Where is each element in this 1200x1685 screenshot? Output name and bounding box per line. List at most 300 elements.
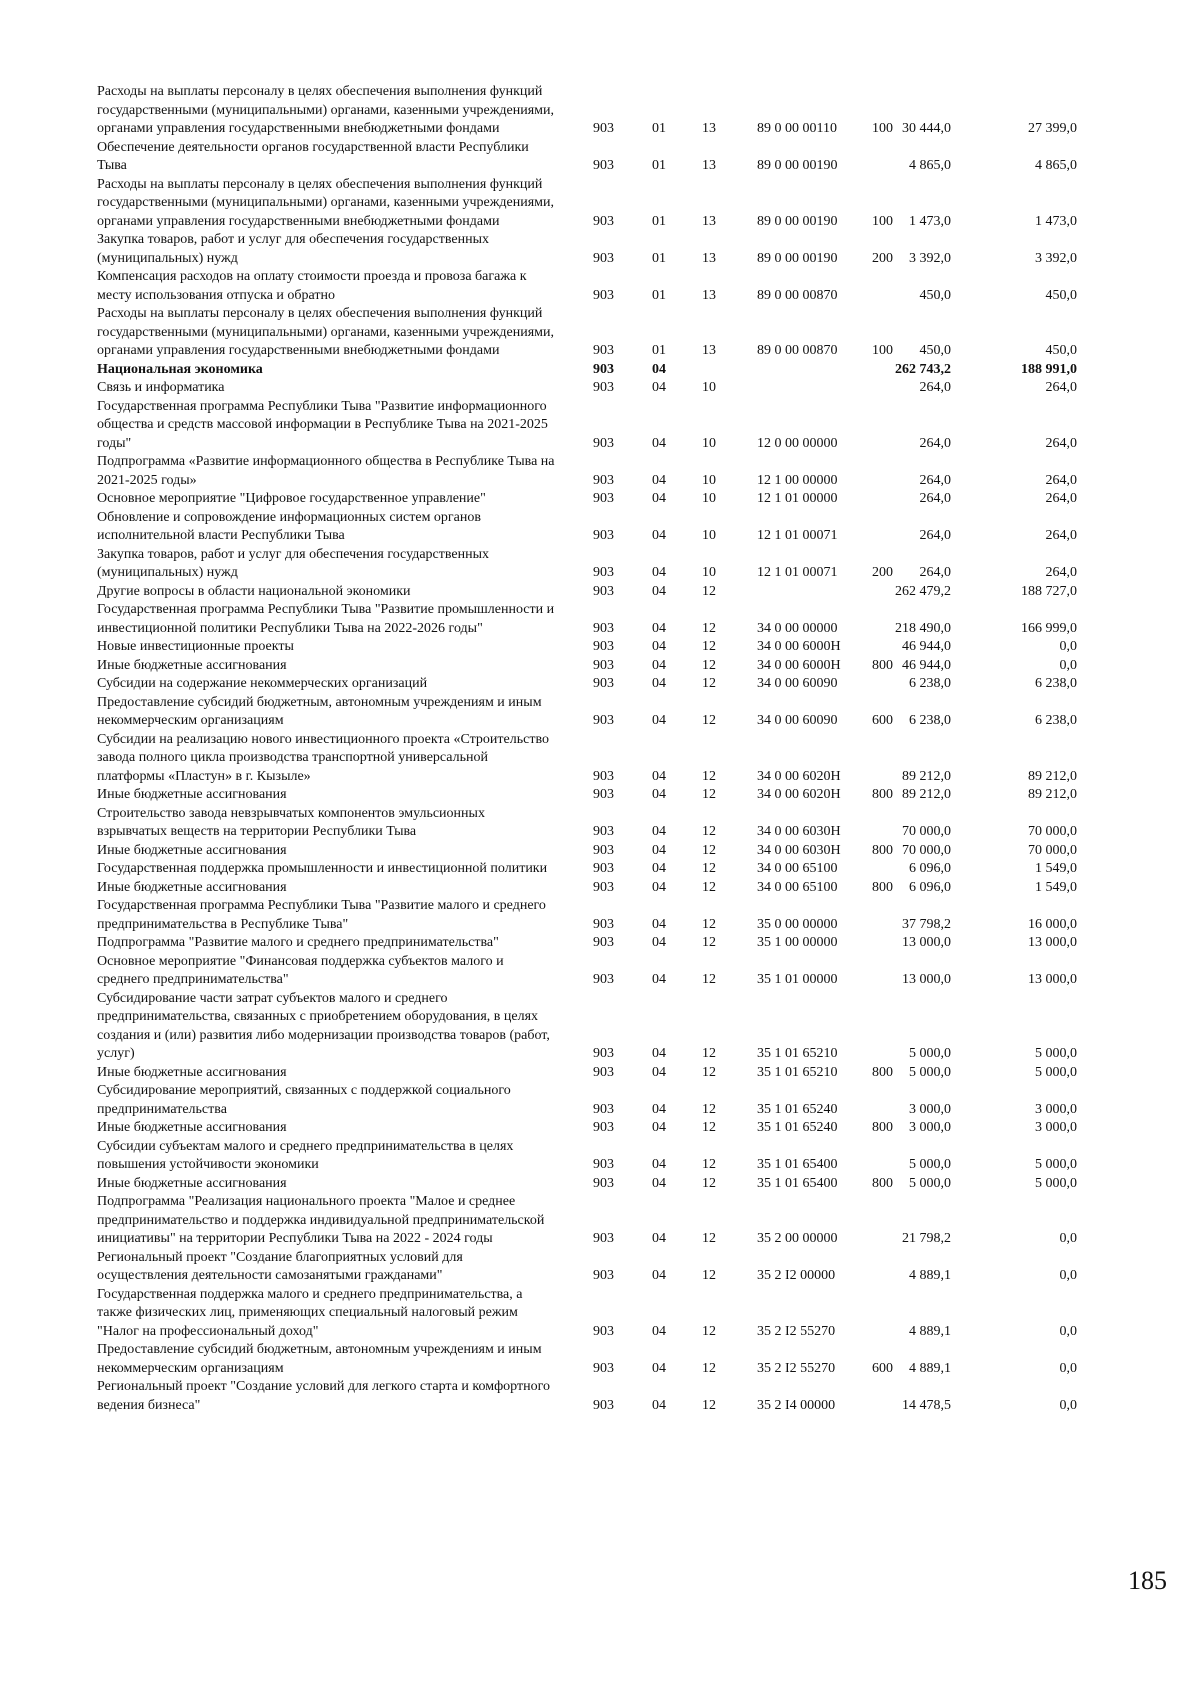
table-row [97,1082,1157,1119]
ministry-code: 903 [593,1231,614,1246]
amount-year-1: 3 000,0 [909,1120,951,1135]
target-article-code: 34 0 00 6030Н [757,824,841,839]
amount-year-1: 5 000,0 [909,1157,951,1172]
table-row [97,176,1157,232]
ministry-code: 903 [593,528,614,543]
amount-year-1: 264,0 [919,491,951,506]
ministry-code: 903 [593,972,614,987]
section-code: 04 [652,787,666,802]
row-description: Национальная экономика [97,361,263,377]
subsection-code: 12 [702,916,716,932]
subsection-code: 12 [702,842,716,858]
target-article-code: 35 1 01 00000 [757,972,838,987]
subsection-code: 12 [702,935,716,950]
ministry-code: 903 [593,1397,614,1413]
ministry-code: 903 [593,1360,614,1376]
target-article-code: 35 1 00 00000 [757,935,838,950]
subsection-code: 13 [702,121,716,136]
amount-year-1: 262 743,2 [895,361,951,377]
section-code: 04 [652,916,666,932]
amount-year-2: 70 000,0 [1028,842,1077,858]
ministry-code: 903 [593,287,614,303]
expense-type-code: 800 [872,842,893,858]
section-code: 04 [652,879,666,895]
table-row [97,1193,1157,1249]
amount-year-1: 218 490,0 [895,620,951,636]
section-code: 04 [652,565,666,580]
amount-year-2: 0,0 [1059,1360,1077,1376]
target-article-code: 89 0 00 00110 [757,121,837,136]
row-description: Субсидирование мероприятий, связанных с поддержкой социального предпринимательства [97,1083,511,1117]
section-code: 04 [652,472,666,488]
amount-year-1: 5 000,0 [909,1064,951,1080]
amount-year-1: 1 473,0 [909,213,951,229]
row-description: Основное мероприятие "Финансовая поддержка субъектов малого и среднего предпринимательства" [97,953,504,987]
amount-year-2: 188 991,0 [1021,361,1077,377]
section-code: 04 [652,1323,666,1339]
amount-year-2: 27 399,0 [1028,121,1077,136]
ministry-code: 903 [593,213,614,229]
table-row [97,509,1157,546]
subsection-code: 12 [702,1360,716,1376]
amount-year-1: 89 212,0 [902,768,951,784]
section-code: 01 [652,213,666,229]
table-row [97,731,1157,787]
ministry-code: 903 [593,916,614,932]
amount-year-2: 166 999,0 [1021,620,1077,636]
amount-year-2: 188 727,0 [1021,583,1077,599]
ministry-code: 903 [593,676,614,691]
section-code: 04 [652,528,666,543]
section-code: 04 [652,842,666,858]
expense-type-code: 100 [872,121,893,136]
section-code: 04 [652,1157,666,1172]
row-description: Расходы на выплаты персоналу в целях обеспечения выполнения функций государственными (муниципальными) органами, казенными учреждениями, органами управления государственными внебюджетными фондами [97,176,554,229]
amount-year-1: 46 944,0 [902,639,951,654]
row-description: Подпрограмма "Развитие малого и среднего предпринимательства" [97,935,499,950]
amount-year-2: 89 212,0 [1028,787,1077,802]
section-code: 04 [652,713,666,728]
subsection-code: 12 [702,824,716,839]
row-description: Закупка товаров, работ и услуг для обеспечения государственных (муниципальных) нужд [97,546,490,580]
subsection-code: 10 [702,491,716,506]
row-description: Предоставление субсидий бюджетным, автономным учреждениям и иным некоммерческим организациям [97,694,542,728]
target-article-code: 34 0 00 6000Н [757,639,841,654]
table-row [97,231,1157,268]
target-article-code: 35 2 00 00000 [757,1231,838,1246]
amount-year-2: 0,0 [1059,1268,1077,1283]
amount-year-1: 264,0 [919,380,951,395]
row-description: Субсидии на реализацию нового инвестиционного проекта «Строительство завода полного цикла производства транспортной универсальной платформы «Пластун» в г. Кызыле» [97,731,549,784]
row-description: Обеспечение деятельности органов государственной власти Республики Тыва [97,139,529,173]
table-row [97,879,1157,898]
amount-year-1: 3 392,0 [909,250,951,266]
row-description: Иные бюджетные ассигнования [97,657,287,673]
row-description: Субсидии субъектам малого и среднего предпринимательства в целях повышения устойчивости экономики [97,1138,514,1172]
amount-year-1: 6 096,0 [909,879,951,895]
target-article-code: 34 0 00 6020Н [757,787,841,802]
target-article-code: 35 1 01 65210 [757,1046,838,1061]
table-row [97,379,1157,398]
page-number: 185 [1128,1566,1167,1595]
target-article-code: 34 0 00 00000 [757,620,838,636]
subsection-code: 13 [702,213,716,229]
ministry-code: 903 [593,1064,614,1080]
ministry-code: 903 [593,842,614,858]
section-code: 04 [652,1101,666,1117]
table-row [97,842,1157,861]
subsection-code: 12 [702,676,716,691]
ministry-code: 903 [593,435,614,451]
amount-year-1: 4 865,0 [909,158,951,173]
expense-type-code: 800 [872,657,893,673]
section-code: 04 [652,657,666,673]
amount-year-2: 16 000,0 [1028,916,1077,932]
ministry-code: 903 [593,1101,614,1117]
amount-year-1: 450,0 [919,287,951,303]
table-row [97,953,1157,990]
subsection-code: 12 [702,657,716,673]
ministry-code: 903 [593,565,614,580]
target-article-code: 12 1 01 00000 [757,491,838,506]
target-article-code: 34 0 00 60090 [757,713,838,728]
amount-year-1: 70 000,0 [902,842,951,858]
section-code: 04 [652,1231,666,1246]
subsection-code: 12 [702,1064,716,1080]
amount-year-2: 89 212,0 [1028,768,1077,784]
row-description: Государственная программа Республики Тыва "Развитие информационного общества и средств массовой информации в Республике Тыва на 2021-2025 годы" [97,398,548,451]
amount-year-1: 89 212,0 [902,787,951,802]
ministry-code: 903 [593,1046,614,1061]
subsection-code: 12 [702,1120,716,1135]
target-article-code: 35 2 I2 55270 [757,1360,836,1376]
row-description: Строительство завода невзрывчатых компонентов эмульсионных взрывчатых веществ на территории Республики Тыва [97,805,485,839]
table-row [97,583,1157,602]
subsection-code: 13 [702,343,716,358]
subsection-code: 12 [702,1101,716,1117]
amount-year-2: 1 549,0 [1035,861,1077,876]
amount-year-1: 3 000,0 [909,1101,951,1117]
row-description: Основное мероприятие "Цифровое государственное управление" [97,491,486,506]
ministry-code: 903 [593,639,614,654]
target-article-code: 35 1 01 65210 [757,1064,838,1080]
section-code: 04 [652,583,666,599]
expense-type-code: 100 [872,213,893,229]
row-description: Региональный проект "Создание благоприятных условий для осуществления деятельности самозанятыми гражданами" [97,1249,463,1283]
row-description: Предоставление субсидий бюджетным, автономным учреждениям и иным некоммерческим организациям [97,1342,542,1376]
row-description: Расходы на выплаты персоналу в целях обеспечения выполнения функций государственными (муниципальными) органами, казенными учреждениями, органами управления государственными внебюджетными фондами [97,84,554,136]
amount-year-2: 264,0 [1045,528,1077,543]
amount-year-2: 13 000,0 [1028,972,1077,987]
subsection-code: 12 [702,1046,716,1061]
table-row [97,490,1157,509]
expense-type-code: 800 [872,879,893,895]
expense-type-code: 600 [872,1360,893,1376]
subsection-code: 12 [702,768,716,784]
target-article-code: 89 0 00 00190 [757,158,838,173]
amount-year-2: 450,0 [1045,343,1077,358]
section-code: 04 [652,1175,666,1191]
ministry-code: 903 [593,250,614,266]
target-article-code: 34 0 00 65100 [757,861,838,876]
subsection-code: 12 [702,1397,716,1413]
row-description: Иные бюджетные ассигнования [97,787,287,802]
subsection-code: 13 [702,287,716,303]
expense-type-code: 100 [872,343,893,358]
subsection-code: 12 [702,972,716,987]
table-row [97,83,1157,139]
row-description: Иные бюджетные ассигнования [97,879,287,895]
row-description: Государственная поддержка малого и среднего предпринимательства, а также физических лиц, применяющих специальный налоговый режим "Налог на профессиональный доход" [97,1286,523,1339]
ministry-code: 903 [593,1120,614,1135]
amount-year-2: 264,0 [1045,435,1077,451]
subsection-code: 12 [702,1323,716,1339]
expense-type-code: 800 [872,1175,893,1191]
section-code: 04 [652,491,666,506]
target-article-code: 89 0 00 00870 [757,287,838,303]
amount-year-1: 30 444,0 [902,121,951,136]
ministry-code: 903 [593,1157,614,1172]
expense-type-code: 600 [872,713,893,728]
row-description: Подпрограмма «Развитие информационного общества в Республике Тыва на 2021-2025 годы» [97,454,555,488]
row-description: Компенсация расходов на оплату стоимости проезда и провоза багажа к месту использования отпуска и обратно [97,269,527,303]
expense-type-code: 200 [872,565,893,580]
table-row [97,398,1157,454]
budget-table [97,83,1157,1415]
ministry-code: 903 [593,768,614,784]
section-code: 04 [652,972,666,987]
row-description: Другие вопросы в области национальной экономики [97,583,411,599]
table-row [97,1378,1157,1415]
row-description: Государственная программа Республики Тыва "Развитие малого и среднего предпринимательства в Республике Тыва" [97,898,546,932]
row-description: Государственная программа Республики Тыва "Развитие промышленности и инвестиционной политики Республики Тыва на 2022-2026 годы" [97,602,555,636]
section-code: 01 [652,343,666,358]
table-row [97,1064,1157,1083]
subsection-code: 12 [702,583,716,599]
subsection-code: 10 [702,565,716,580]
row-description: Иные бюджетные ассигнования [97,1064,287,1080]
subsection-code: 12 [702,639,716,654]
amount-year-2: 1 549,0 [1035,879,1077,895]
table-row [97,1119,1157,1138]
ministry-code: 903 [593,380,614,395]
table-row [97,638,1157,657]
subsection-code: 13 [702,250,716,266]
amount-year-1: 264,0 [919,565,951,580]
amount-year-1: 6 238,0 [909,676,951,691]
table-row [97,1286,1157,1342]
amount-year-2: 6 238,0 [1035,713,1077,728]
ministry-code: 903 [593,787,614,802]
section-code: 04 [652,380,666,395]
amount-year-2: 13 000,0 [1028,935,1077,950]
section-code: 04 [652,620,666,636]
row-description: Связь и информатика [97,380,225,395]
subsection-code: 12 [702,861,716,876]
table-row [97,268,1157,305]
amount-year-2: 0,0 [1059,639,1077,654]
section-code: 04 [652,1046,666,1061]
target-article-code: 35 1 01 65240 [757,1120,838,1135]
amount-year-1: 5 000,0 [909,1175,951,1191]
amount-year-1: 13 000,0 [902,972,951,987]
ministry-code: 903 [593,361,614,377]
table-row [97,1249,1157,1286]
amount-year-1: 14 478,5 [902,1397,951,1413]
amount-year-2: 450,0 [1045,287,1077,303]
section-code: 04 [652,1120,666,1135]
row-description: Государственная поддержка промышленности и инвестиционной политики [97,861,548,876]
expense-type-code: 800 [872,1064,893,1080]
amount-year-1: 4 889,1 [909,1268,951,1283]
row-description: Иные бюджетные ассигнования [97,842,287,858]
subsection-code: 12 [702,787,716,802]
ministry-code: 903 [593,491,614,506]
amount-year-1: 264,0 [919,472,951,488]
subsection-code: 10 [702,528,716,543]
section-code: 04 [652,1397,666,1413]
ministry-code: 903 [593,713,614,728]
ministry-code: 903 [593,824,614,839]
section-code: 04 [652,1268,666,1283]
target-article-code: 35 2 I2 00000 [757,1268,836,1283]
table-row [97,453,1157,490]
ministry-code: 903 [593,1175,614,1191]
ministry-code: 903 [593,583,614,599]
target-article-code: 34 0 00 65100 [757,879,838,895]
amount-year-2: 3 392,0 [1035,250,1077,266]
target-article-code: 35 2 I2 55270 [757,1323,836,1339]
target-article-code: 12 0 00 00000 [757,435,838,451]
target-article-code: 35 1 01 65400 [757,1157,838,1172]
row-description: Иные бюджетные ассигнования [97,1120,287,1135]
table-row [97,139,1157,176]
subsection-code: 10 [702,472,716,488]
amount-year-2: 264,0 [1045,380,1077,395]
ministry-code: 903 [593,1323,614,1339]
amount-year-1: 5 000,0 [909,1046,951,1061]
expense-type-code: 200 [872,250,893,266]
subsection-code: 10 [702,380,716,395]
ministry-code: 903 [593,879,614,895]
amount-year-1: 6 096,0 [909,861,951,876]
table-row [97,1175,1157,1194]
ministry-code: 903 [593,472,614,488]
amount-year-1: 21 798,2 [902,1231,951,1246]
table-row [97,805,1157,842]
target-article-code: 12 1 01 00071 [757,528,838,543]
table-row [97,897,1157,934]
table-row [97,860,1157,879]
table-row [97,601,1157,638]
amount-year-2: 0,0 [1059,1231,1077,1246]
amount-year-1: 70 000,0 [902,824,951,839]
amount-year-2: 6 238,0 [1035,676,1077,691]
section-code: 04 [652,435,666,451]
subsection-code: 12 [702,713,716,728]
section-code: 04 [652,1360,666,1376]
table-row [97,361,1157,380]
subsection-code: 12 [702,1157,716,1172]
section-code: 04 [652,639,666,654]
table-row [97,546,1157,583]
target-article-code: 89 0 00 00190 [757,213,838,229]
row-description: Обновление и сопровождение информационных систем органов исполнительной власти Республики Тыва [97,509,481,543]
amount-year-1: 6 238,0 [909,713,951,728]
ministry-code: 903 [593,158,614,173]
target-article-code: 12 1 01 00071 [757,565,838,580]
table-row [97,1341,1157,1378]
row-description: Субсидирование части затрат субъектов малого и среднего предпринимательства, связанных с приобретением оборудования, в целях создания и (или) развития либо модернизации производства товаров (работ, услуг) [97,990,550,1061]
amount-year-2: 0,0 [1059,1397,1077,1413]
section-code: 04 [652,361,666,377]
section-code: 01 [652,287,666,303]
table-row [97,990,1157,1064]
row-description: Новые инвестиционные проекты [97,639,294,654]
amount-year-1: 4 889,1 [909,1360,951,1376]
row-description: Расходы на выплаты персоналу в целях обеспечения выполнения функций государственными (муниципальными) органами, казенными учреждениями, органами управления государственными внебюджетными фондами [97,306,554,358]
row-description: Субсидии на содержание некоммерческих организаций [97,676,428,691]
expense-type-code: 800 [872,787,893,802]
amount-year-2: 4 865,0 [1035,158,1077,173]
amount-year-2: 264,0 [1045,491,1077,506]
target-article-code: 34 0 00 6020Н [757,768,841,784]
target-article-code: 34 0 00 60090 [757,676,838,691]
amount-year-2: 5 000,0 [1035,1064,1077,1080]
amount-year-2: 3 000,0 [1035,1101,1077,1117]
table-row [97,675,1157,694]
target-article-code: 89 0 00 00190 [757,250,838,266]
amount-year-2: 3 000,0 [1035,1120,1077,1135]
section-code: 04 [652,676,666,691]
subsection-code: 12 [702,1231,716,1246]
row-description: Иные бюджетные ассигнования [97,1175,287,1191]
target-article-code: 89 0 00 00870 [757,343,838,358]
expense-type-code: 800 [872,1120,893,1135]
section-code: 04 [652,824,666,839]
section-code: 01 [652,250,666,266]
section-code: 01 [652,121,666,136]
amount-year-2: 264,0 [1045,472,1077,488]
table-row [97,657,1157,676]
table-row [97,786,1157,805]
target-article-code: 35 1 01 65400 [757,1175,838,1191]
ministry-code: 903 [593,343,614,358]
amount-year-1: 264,0 [919,435,951,451]
table-row [97,1138,1157,1175]
amount-year-1: 37 798,2 [902,916,951,932]
target-article-code: 34 0 00 6000Н [757,657,841,673]
ministry-code: 903 [593,121,614,136]
table-row [97,934,1157,953]
amount-year-2: 5 000,0 [1035,1175,1077,1191]
amount-year-1: 450,0 [919,343,951,358]
subsection-code: 12 [702,1268,716,1283]
subsection-code: 10 [702,435,716,451]
subsection-code: 12 [702,879,716,895]
ministry-code: 903 [593,657,614,673]
amount-year-2: 264,0 [1045,565,1077,580]
target-article-code: 34 0 00 6030Н [757,842,841,858]
target-article-code: 35 2 I4 00000 [757,1397,836,1413]
ministry-code: 903 [593,935,614,950]
amount-year-2: 0,0 [1059,657,1077,673]
table-row [97,305,1157,361]
amount-year-1: 4 889,1 [909,1323,951,1339]
row-description: Подпрограмма "Реализация национального проекта "Малое и среднее предпринимательство и поддержка индивидуальной предпринимательской инициативы" на территории Республики Тыва на 2022 - 2024 годы [97,1194,545,1246]
amount-year-2: 5 000,0 [1035,1157,1077,1172]
amount-year-2: 5 000,0 [1035,1046,1077,1061]
